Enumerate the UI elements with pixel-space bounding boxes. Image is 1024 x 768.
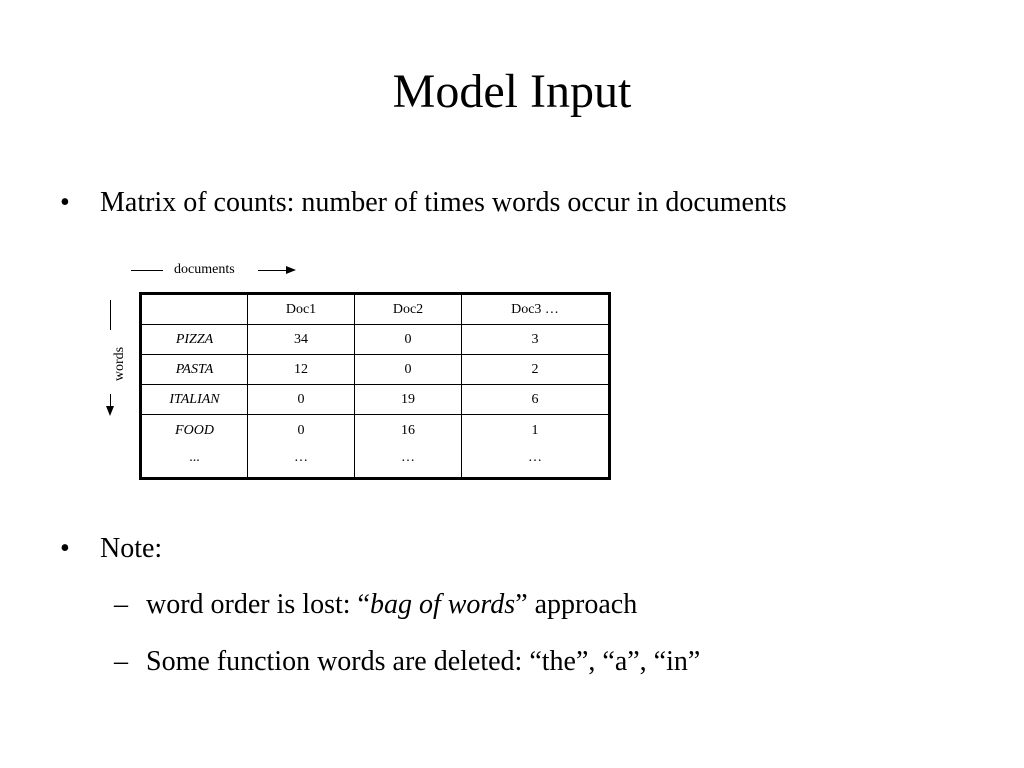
ellipsis-label: … — [294, 450, 308, 465]
count-cell: 3 — [462, 325, 610, 355]
sub-bullet-italic: bag of words — [369, 589, 516, 620]
count-cell: 2 — [462, 355, 610, 385]
count-cell — [248, 415, 355, 479]
documents-axis-line-right — [258, 270, 288, 271]
table-row — [141, 415, 610, 479]
table-header-cell: Doc1 — [248, 294, 355, 325]
table-row — [141, 325, 610, 355]
words-axis-line-top — [110, 300, 111, 330]
table-header-cell: Doc2 — [355, 294, 462, 325]
row-word-cell: ITALIAN — [141, 385, 248, 415]
row-word-cell: PIZZA — [141, 325, 248, 355]
arrow-right-icon — [286, 266, 296, 274]
bullet-matrix-of-counts: Matrix of counts: number of times words occur in documents — [100, 187, 787, 218]
slide-title: Model Input — [392, 65, 632, 118]
sub-bullet-suffix: ” approach — [515, 589, 638, 620]
ellipsis-label: ... — [189, 450, 200, 465]
dash-mark: – — [114, 589, 128, 620]
count-value: 1 — [531, 423, 539, 438]
count-cell — [462, 415, 610, 479]
count-cell: 0 — [248, 385, 355, 415]
count-cell: 0 — [355, 355, 462, 385]
table-header-cell: Doc3 … — [462, 294, 610, 325]
table-row — [141, 355, 610, 385]
bullet-note: Note: — [100, 533, 163, 564]
table-header-cell — [141, 294, 248, 325]
count-cell — [355, 415, 462, 479]
documents-axis-line-left — [131, 270, 163, 271]
count-cell: 0 — [355, 325, 462, 355]
dash-mark: – — [114, 646, 128, 677]
table-row — [141, 385, 610, 415]
sub-bullet-word-order — [146, 588, 637, 622]
table-header-row — [141, 294, 610, 325]
count-cell: 6 — [462, 385, 610, 415]
row-word-cell: PASTA — [141, 355, 248, 385]
count-value: 16 — [401, 423, 415, 438]
row-word-label: FOOD — [175, 423, 214, 438]
bullet-mark: • — [60, 533, 70, 564]
count-cell: 12 — [248, 355, 355, 385]
count-matrix-table — [139, 292, 611, 480]
arrow-down-icon — [106, 406, 114, 416]
bullet-mark: • — [60, 187, 70, 218]
words-axis-label: words — [112, 346, 127, 382]
ellipsis-label: … — [401, 450, 415, 465]
documents-axis-label: documents — [174, 262, 235, 277]
ellipsis-label: … — [528, 450, 542, 465]
row-word-cell — [141, 415, 248, 479]
sub-bullet-prefix: word order is lost: “ — [146, 589, 370, 620]
count-cell: 19 — [355, 385, 462, 415]
count-value: 0 — [297, 423, 305, 438]
count-cell: 34 — [248, 325, 355, 355]
sub-bullet-function-words: Some function words are deleted: “the”, “a”, “in” — [146, 646, 701, 677]
